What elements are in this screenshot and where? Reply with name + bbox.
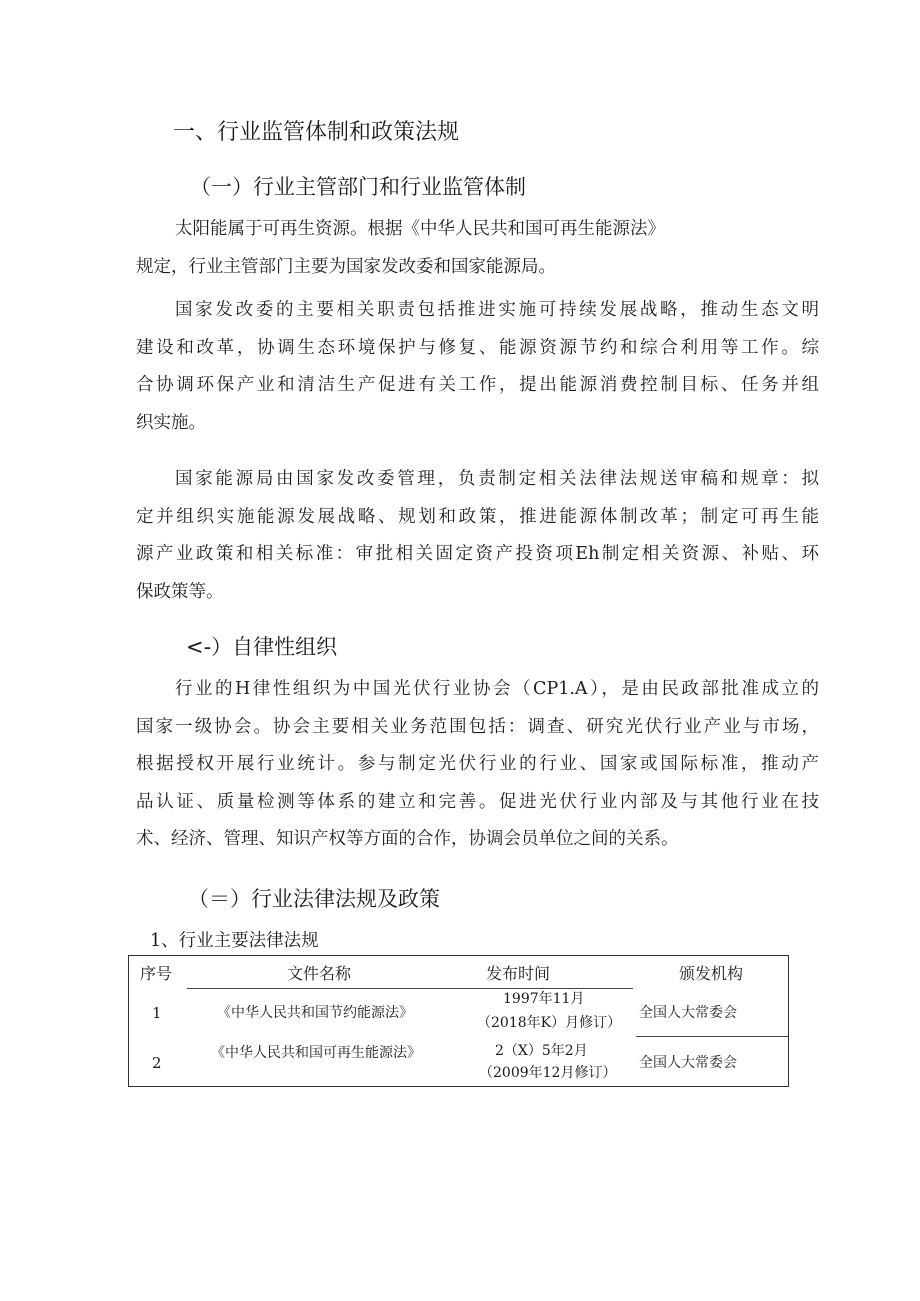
paragraph-line: 规定，行业主管部门主要为国家发改委和国家能源局。 xyxy=(136,256,556,277)
row-1-name: 《中华人民共和国节约能源法》 xyxy=(217,1005,413,1021)
paragraph-line: 术、经济、管理、知识产权等方面的合作，协调会员单位之间的关系。 xyxy=(136,829,679,849)
table-caption: 1、行业主要法律法规 xyxy=(150,931,319,951)
paragraph-line: 国家能源局由国家发改委管理，负责制定相关法律法规送审稿和规章：拟 xyxy=(175,469,819,489)
row-1-no: 1 xyxy=(152,1004,162,1022)
paragraph-3 xyxy=(136,461,819,611)
table-header-no: 序号 xyxy=(140,964,173,983)
paragraph-line: 太阳能属于可再生资源。根据《中华人民共和国可再生能源法》 xyxy=(175,219,665,239)
section-heading-3: （＝）行业法律法规及政策 xyxy=(188,887,440,911)
paragraph-line: 行业的H律性组织为中国光伏行业协会（CP1.A），是由民政部批准成立的 xyxy=(175,679,819,699)
section-heading-2: <-）自律性组织 xyxy=(186,635,338,659)
paragraph-line: 国家发改委的主要相关职责包括推进实施可持续发展战略，推动生态文明 xyxy=(175,300,819,320)
paragraph-line: 定并组织实施能源发展战略、规划和政策，推进能源体制改革；制定可再生能 xyxy=(136,506,819,527)
main-heading: 一、行业监管体制和政策法规 xyxy=(173,120,460,145)
row-2-issuer: 全国人大常委会 xyxy=(639,1055,737,1071)
table-header-date: 发布时间 xyxy=(486,964,551,983)
paragraph-4 xyxy=(136,671,819,859)
row-2-name: 《中华人民共和国可再生能源法》 xyxy=(211,1045,421,1061)
row-1-date-line1: 1997年11月 xyxy=(503,991,585,1007)
paragraph-2 xyxy=(136,292,819,442)
paragraph-line: 建设和改革，协调生态环境保护与修复、能源资源节约和综合利用等工作。综 xyxy=(136,337,819,358)
row-2-date-line2: （2009年12月修订） xyxy=(479,1065,617,1081)
section-heading-1: （一）行业主管部门和行业监管体制 xyxy=(190,175,526,199)
paragraph-1 xyxy=(136,211,819,286)
row-1-date-line2: （2018年K）月修订） xyxy=(477,1015,622,1031)
paragraph-line: 源产业政策和相关标准：审批相关固定资产投资项Eh制定相关资源、补贴、环 xyxy=(136,544,819,564)
row-1-issuer: 全国人大常委会 xyxy=(639,1005,737,1021)
paragraph-line: 根据授权开展行业统计。参与制定光伏行业的行业、国家或国际标准，推动产 xyxy=(136,754,819,774)
paragraph-line: 合协调环保产业和清洁生产促进有关工作，提出能源消费控制目标、任务并组 xyxy=(136,375,819,395)
regulations-table xyxy=(128,955,789,1087)
row-2-date-line1: 2（X）5年2月 xyxy=(495,1043,588,1059)
paragraph-line: 品认证、质量检测等体系的建立和完善。促进光伏行业内部及与其他行业在技 xyxy=(136,791,819,812)
table-header-issuer: 颁发机构 xyxy=(679,964,744,983)
paragraph-line: 保政策等。 xyxy=(136,581,224,602)
paragraph-line: 织实施。 xyxy=(136,412,206,433)
table-header-name: 文件名称 xyxy=(287,964,352,983)
row-divider xyxy=(636,1036,788,1037)
row-2-no: 2 xyxy=(152,1054,162,1072)
paragraph-line: 国家一级协会。协会主要相关业务范围包括：调查、研究光伏行业产业与市场， xyxy=(136,716,819,737)
